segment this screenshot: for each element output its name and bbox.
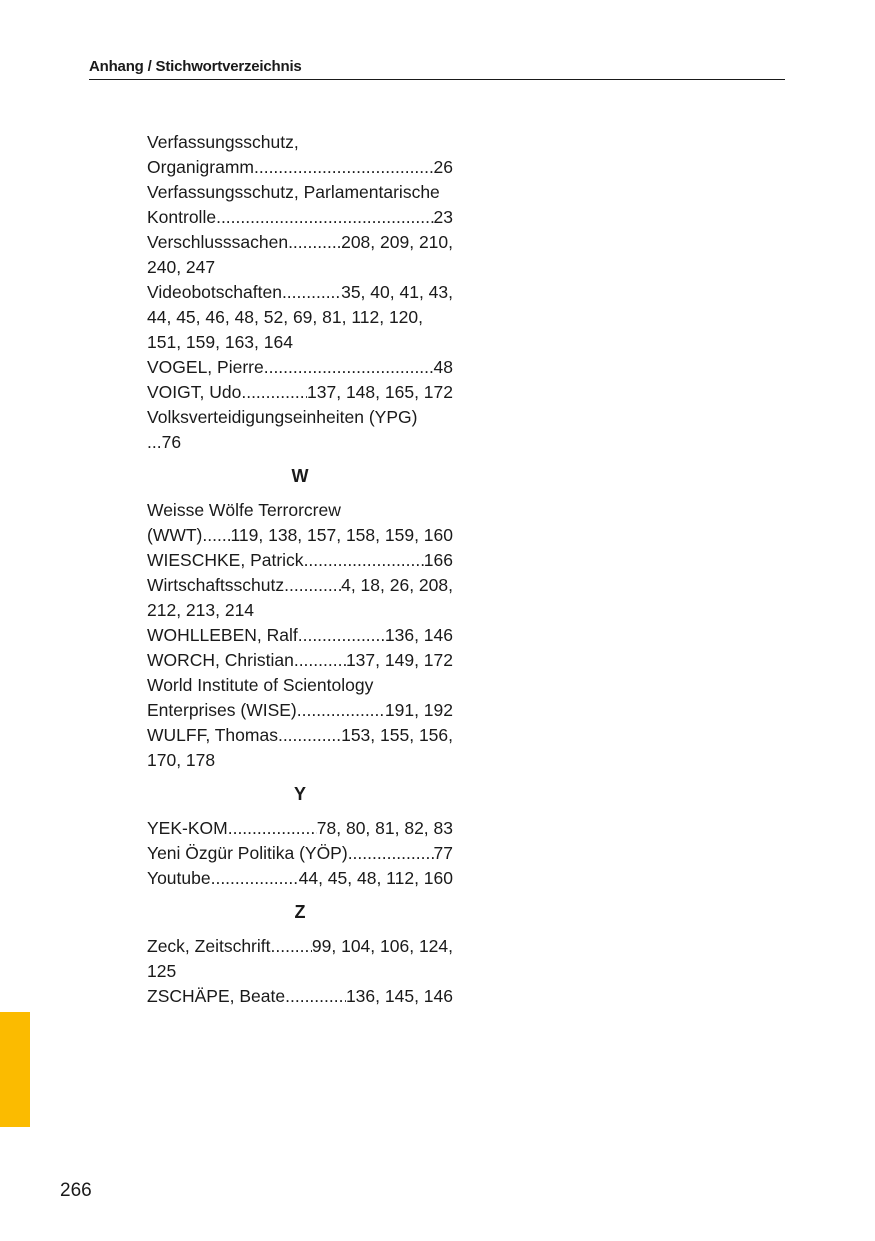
index-page-refs: 191, 192 bbox=[384, 700, 453, 720]
dot-leader bbox=[211, 866, 299, 891]
dot-leader bbox=[216, 205, 433, 230]
letter-heading-w: W bbox=[291, 466, 309, 486]
index-entry bbox=[147, 205, 453, 230]
index-term: (WWT) bbox=[147, 525, 203, 545]
dot-leader bbox=[282, 280, 341, 305]
index-group-v bbox=[147, 130, 453, 455]
index-page-refs: 4, 18, 26, 208, bbox=[341, 575, 453, 595]
index-term: ZSCHÄPE, Beate bbox=[147, 986, 286, 1006]
index-term: WIESCHKE, Patrick bbox=[147, 550, 304, 570]
index-group-z bbox=[147, 934, 453, 1009]
dot-leader bbox=[297, 698, 385, 723]
index-line-continuation bbox=[147, 305, 453, 330]
index-page-refs: 137, 149, 172 bbox=[345, 650, 453, 670]
index-term: Verschlusssachen bbox=[147, 232, 289, 252]
dot-leader bbox=[271, 934, 312, 959]
letter-heading-z: Z bbox=[294, 902, 306, 922]
index-line-text: 170, 178 bbox=[147, 750, 216, 770]
index-page-refs: 153, 155, 156, bbox=[341, 725, 453, 745]
index-page-refs: 35, 40, 41, 43, bbox=[341, 282, 453, 302]
index-entry bbox=[147, 230, 453, 255]
index-page-refs: 136, 146 bbox=[384, 625, 453, 645]
index-term: WORCH, Christian bbox=[147, 650, 294, 670]
index-line-continuation bbox=[147, 598, 453, 623]
index-entry bbox=[147, 523, 453, 548]
dot-leader bbox=[304, 548, 424, 573]
index-entry bbox=[147, 984, 453, 1009]
index-term: VOIGT, Udo bbox=[147, 382, 242, 402]
index-entry bbox=[147, 648, 453, 673]
index-page-refs: 208, 209, 210, bbox=[341, 232, 453, 252]
index-entry bbox=[147, 155, 453, 180]
index-line-text: 125 bbox=[147, 961, 177, 981]
dot-leader bbox=[298, 623, 385, 648]
index-entry bbox=[147, 280, 453, 305]
index-term: Videobotschaften bbox=[147, 282, 282, 302]
index-entry bbox=[147, 816, 453, 841]
index-line-text: Verfassungsschutz, Parlamentarische bbox=[147, 182, 440, 202]
index-line-text: 240, 247 bbox=[147, 257, 216, 277]
index-entry bbox=[147, 573, 453, 598]
index-page-refs: 48 bbox=[433, 357, 453, 377]
index-line-text: Verfassungsschutz, bbox=[147, 132, 299, 152]
index-line-text: 151, 159, 163, 164 bbox=[147, 332, 293, 352]
index-column bbox=[147, 130, 453, 1009]
dot-leader bbox=[348, 841, 434, 866]
index-entry bbox=[147, 723, 453, 748]
index-term: Yeni Özgür Politika (YÖP) bbox=[147, 843, 348, 863]
index-page-refs: 119, 138, 157, 158, 159, 160 bbox=[230, 525, 453, 545]
index-line-text: Volksverteidigungseinheiten (YPG) bbox=[147, 407, 418, 427]
index-term: Youtube bbox=[147, 868, 211, 888]
dot-leader bbox=[285, 984, 346, 1009]
dot-leader bbox=[294, 648, 346, 673]
index-entry bbox=[147, 698, 453, 723]
index-entry bbox=[147, 866, 453, 891]
index-line-continuation bbox=[147, 255, 453, 280]
index-term: Kontrolle bbox=[147, 207, 217, 227]
index-line-continuation bbox=[147, 180, 453, 205]
index-page-refs: 166 bbox=[423, 550, 453, 570]
index-page-refs: 136, 145, 146 bbox=[345, 986, 453, 1006]
section-thumb-tab bbox=[0, 1012, 30, 1127]
index-group-y bbox=[147, 816, 453, 891]
dot-leader bbox=[284, 573, 341, 598]
index-entry bbox=[147, 548, 453, 573]
index-line-text: World Institute of Scientology bbox=[147, 675, 374, 695]
index-page-refs: 23 bbox=[433, 207, 453, 227]
index-page-refs: 99, 104, 106, 124, bbox=[311, 936, 453, 956]
index-term: VOGEL, Pierre bbox=[147, 357, 264, 377]
index-page-refs: 26 bbox=[433, 157, 453, 177]
index-term: WULFF, Thomas bbox=[147, 725, 278, 745]
index-term: Wirtschaftsschutz bbox=[147, 575, 285, 595]
index-line-continuation bbox=[147, 330, 453, 355]
index-page-refs: 78, 80, 81, 82, 83 bbox=[316, 818, 453, 838]
index-group-w bbox=[147, 498, 453, 773]
index-line-continuation bbox=[147, 673, 453, 698]
index-entry bbox=[147, 355, 453, 380]
index-line-text: 212, 213, 214 bbox=[147, 600, 255, 620]
index-line-continuation bbox=[147, 130, 453, 155]
index-page-refs: 137, 148, 165, 172 bbox=[307, 382, 453, 402]
index-line-continuation bbox=[147, 405, 453, 430]
index-line-text: 44, 45, 46, 48, 52, 69, 81, 112, 120, bbox=[147, 307, 424, 327]
index-page-refs: 77 bbox=[433, 843, 453, 863]
dot-leader bbox=[278, 723, 341, 748]
index-line-continuation bbox=[147, 498, 453, 523]
index-term: Organigramm bbox=[147, 157, 254, 177]
index-line-continuation bbox=[147, 748, 453, 773]
dot-leader bbox=[202, 523, 230, 548]
index-term: WOHLLEBEN, Ralf bbox=[147, 625, 298, 645]
index-entry bbox=[147, 841, 453, 866]
letter-heading-y: Y bbox=[293, 784, 306, 804]
index-term: Zeck, Zeitschrift bbox=[147, 936, 271, 956]
index-line-text: Weisse Wölfe Terrorcrew bbox=[147, 500, 341, 520]
index-entry bbox=[147, 380, 453, 405]
index-term: YEK-KOM bbox=[147, 818, 228, 838]
dot-leader bbox=[254, 155, 434, 180]
dot-leader bbox=[241, 380, 307, 405]
running-header: Anhang / Stichwortverzeichnis bbox=[89, 58, 785, 80]
index-entry bbox=[147, 623, 453, 648]
index-line-text: ...76 bbox=[147, 432, 182, 452]
index-term: Enterprises (WISE) bbox=[147, 700, 297, 720]
index-line-continuation bbox=[147, 430, 453, 455]
dot-leader bbox=[288, 230, 341, 255]
index-line-continuation bbox=[147, 959, 453, 984]
dot-leader bbox=[228, 816, 317, 841]
page-number: 266 bbox=[60, 1180, 92, 1201]
dot-leader bbox=[264, 355, 434, 380]
index-entry bbox=[147, 934, 453, 959]
index-page-refs: 44, 45, 48, 112, 160 bbox=[298, 868, 453, 888]
